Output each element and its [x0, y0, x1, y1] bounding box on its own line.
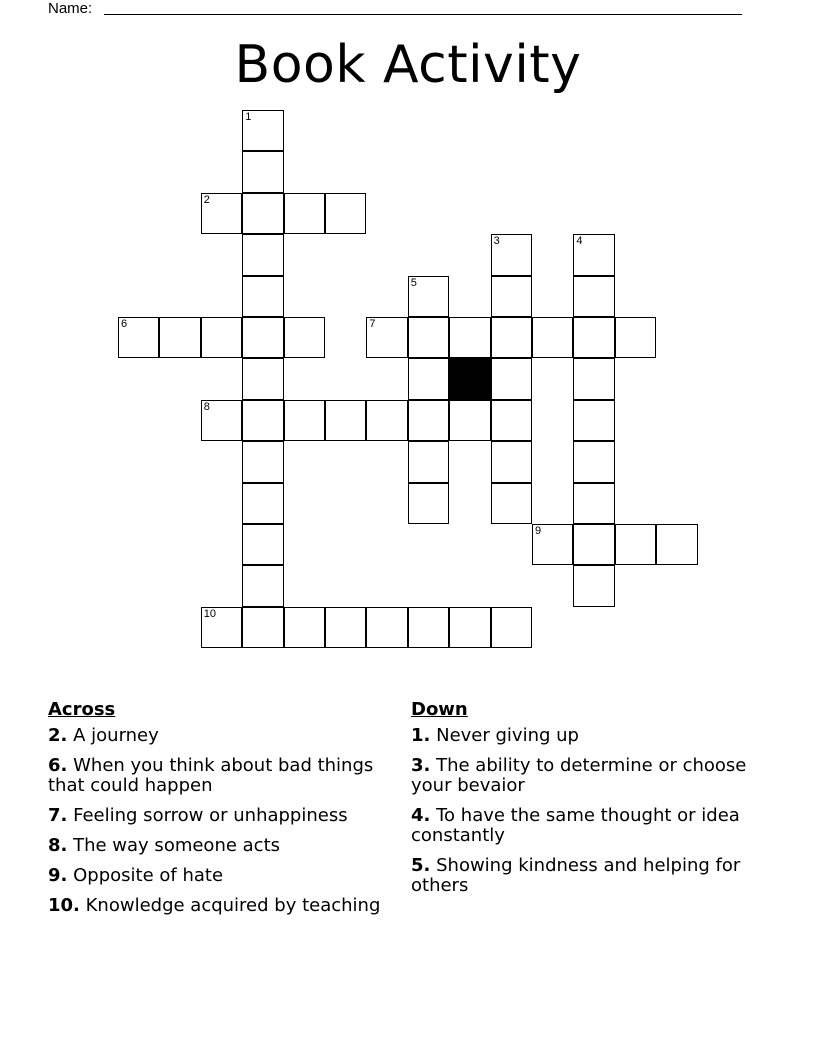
cell-number: 10: [203, 607, 217, 620]
cell-number: 5: [410, 276, 417, 289]
name-label: Name:: [48, 0, 93, 17]
page-title: Book Activity: [234, 35, 582, 95]
clue-across-2: [48, 726, 388, 746]
clue-text: The ability to determine or choose your bevaior: [411, 755, 747, 796]
grid-cell[interactable]: [325, 193, 366, 234]
grid-cell[interactable]: [366, 400, 407, 441]
clue-number: 6.: [48, 755, 68, 776]
grid-cell[interactable]: [242, 358, 283, 399]
grid-cell[interactable]: [491, 483, 532, 524]
grid-cell[interactable]: [573, 400, 614, 441]
grid-cell[interactable]: [449, 607, 490, 648]
across-heading: Across: [48, 699, 116, 720]
clue-across-6: [48, 756, 388, 796]
grid-cell[interactable]: [532, 524, 573, 565]
cell-number: 2: [203, 193, 210, 206]
grid-cell[interactable]: [408, 276, 449, 317]
clue-number: 9.: [48, 865, 68, 886]
grid-cell[interactable]: [366, 317, 407, 358]
grid-cell[interactable]: [408, 400, 449, 441]
clue-text: Knowledge acquired by teaching: [85, 895, 381, 916]
clue-number: 4.: [411, 805, 431, 826]
grid-cell[interactable]: [573, 276, 614, 317]
grid-cell[interactable]: [573, 317, 614, 358]
clue-number: 3.: [411, 755, 431, 776]
clue-text: The way someone acts: [73, 835, 281, 856]
grid-cell[interactable]: [242, 317, 283, 358]
cell-number: 4: [576, 235, 583, 248]
clue-text: A journey: [73, 725, 159, 746]
clue-number: 1.: [411, 725, 431, 746]
across-clues: [48, 700, 388, 926]
grid-cell[interactable]: [242, 565, 283, 606]
grid-cell[interactable]: [408, 358, 449, 399]
grid-cell[interactable]: [573, 234, 614, 275]
clue-text: Opposite of hate: [73, 865, 224, 886]
grid-cell[interactable]: [408, 607, 449, 648]
grid-cell[interactable]: [366, 607, 407, 648]
down-clues: [411, 700, 751, 906]
clue-text: Never giving up: [436, 725, 579, 746]
clue-down-4: [411, 806, 751, 846]
clue-down-5: [411, 856, 751, 896]
grid-cell[interactable]: [242, 234, 283, 275]
grid-cell[interactable]: [242, 607, 283, 648]
cell-number: 6: [121, 318, 128, 330]
grid-cell[interactable]: [201, 317, 242, 358]
clue-number: 5.: [411, 855, 431, 876]
grid-cell[interactable]: [615, 317, 656, 358]
grid-cell[interactable]: [491, 441, 532, 482]
grid-cell[interactable]: [242, 524, 283, 565]
grid-cell[interactable]: [242, 483, 283, 524]
grid-cell[interactable]: [615, 524, 656, 565]
grid-cell[interactable]: [491, 317, 532, 358]
grid-cell[interactable]: [242, 110, 283, 151]
grid-cell[interactable]: [242, 151, 283, 192]
grid-cell[interactable]: [573, 483, 614, 524]
grid-cell[interactable]: [656, 524, 697, 565]
clue-across-8: [48, 836, 388, 856]
grid-cell[interactable]: [491, 358, 532, 399]
grid-cell[interactable]: [573, 441, 614, 482]
grid-cell[interactable]: [491, 276, 532, 317]
grid-cell[interactable]: [284, 400, 325, 441]
clue-across-10: [48, 896, 388, 916]
grid-cell[interactable]: [449, 317, 490, 358]
clue-text: To have the same thought or idea constantly: [411, 805, 740, 846]
grid-cell[interactable]: [408, 483, 449, 524]
grid-cell[interactable]: [201, 607, 242, 648]
clue-number: 7.: [48, 805, 68, 826]
grid-cell[interactable]: [118, 317, 159, 358]
grid-cell[interactable]: [242, 276, 283, 317]
cell-number: 8: [203, 400, 210, 413]
down-heading: Down: [411, 699, 468, 720]
grid-cell[interactable]: [242, 400, 283, 441]
grid-cell[interactable]: [449, 400, 490, 441]
grid-cell[interactable]: [242, 441, 283, 482]
clue-number: 2.: [48, 725, 68, 746]
grid-cell[interactable]: [408, 317, 449, 358]
grid-cell[interactable]: [573, 565, 614, 606]
clue-text: When you think about bad things that could happen: [48, 755, 374, 796]
clue-across-7: [48, 806, 388, 826]
grid-cell[interactable]: [491, 234, 532, 275]
black-square: [449, 358, 490, 399]
grid-cell[interactable]: [284, 193, 325, 234]
grid-cell[interactable]: [284, 317, 325, 358]
grid-cell[interactable]: [408, 441, 449, 482]
cell-number: 1: [245, 111, 252, 123]
clue-text: Feeling sorrow or unhappiness: [73, 805, 348, 826]
cell-number: 3: [493, 235, 500, 248]
grid-cell[interactable]: [491, 607, 532, 648]
grid-cell[interactable]: [325, 400, 366, 441]
clue-text: Showing kindness and helping for others: [411, 855, 741, 896]
clue-number: 8.: [48, 835, 68, 856]
grid-cell[interactable]: [242, 193, 283, 234]
grid-cell[interactable]: [573, 358, 614, 399]
grid-cell[interactable]: [201, 193, 242, 234]
clue-number: 10.: [48, 895, 80, 916]
grid-cell[interactable]: [201, 400, 242, 441]
cell-number: 7: [369, 318, 376, 330]
grid-cell[interactable]: [284, 607, 325, 648]
grid-cell[interactable]: [491, 400, 532, 441]
grid-cell[interactable]: [325, 607, 366, 648]
grid-cell[interactable]: [159, 317, 200, 358]
grid-cell[interactable]: [573, 524, 614, 565]
clue-down-3: [411, 756, 751, 796]
clue-down-1: [411, 726, 751, 746]
cell-number: 9: [535, 525, 542, 537]
clue-across-9: [48, 866, 388, 886]
grid-cell[interactable]: [532, 317, 573, 358]
